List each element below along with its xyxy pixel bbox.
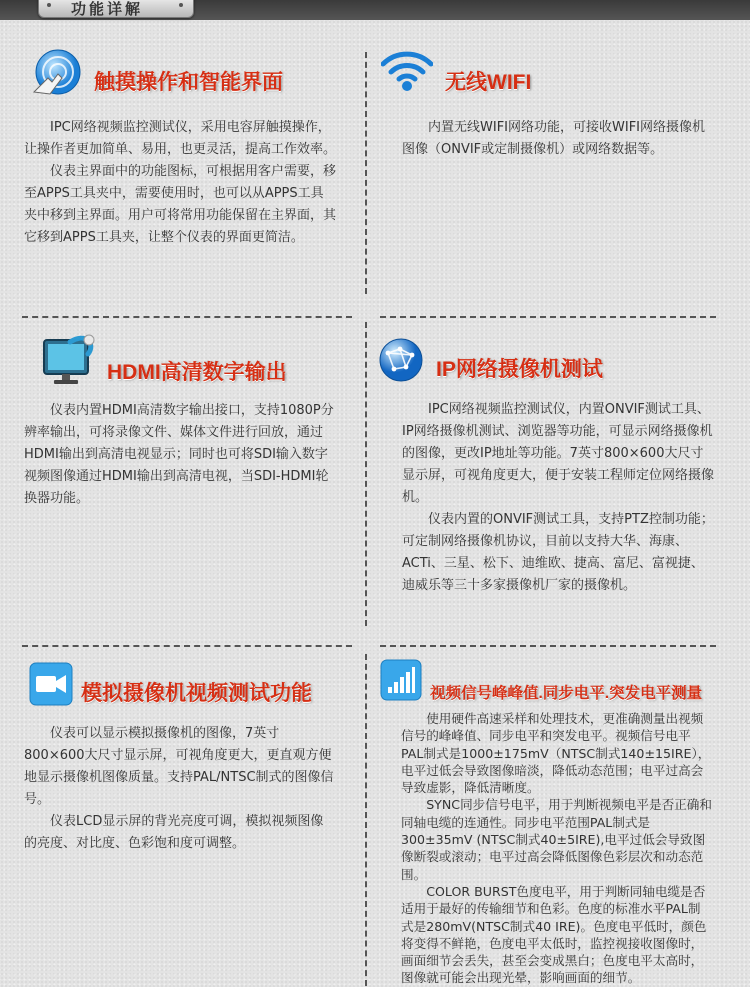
screw-icon — [47, 3, 51, 7]
feature-paragraph: 仪表可以显示模拟摄像机的图像，7英寸800×600大尺寸显示屏，可视角度更大，更直观方便地显示摄像机图像质量。支持PAL/NTSC制式的图像信号。 — [24, 726, 334, 807]
feature-title: 无线WIFI — [445, 71, 532, 94]
feature-paragraph: COLOR BURST色度电平，用于判断同轴电缆是否适用于最好的传输细节和色彩。色度的标准水平PAL制式是280mV(NTSC制式40 IRE)。色度电平低时，颜色将变得不鲜艳，色度电平太低时，监控视接收图像时，画面细节会丢失，甚至会变成黑白；色度电平太高时，图像就可能会出现光晕，影响画面的细节。 — [401, 883, 707, 986]
feature-paragraph: 仪表内置的ONVIF测试工具，支持PTZ控制功能；可定制网络摄像机协议，目前以支持大华、海康、ACTi、三星、松下、迪维欧、捷高、富尼、富视捷、迪威乐等三十多家摄像机厂家的摄像机。 — [402, 512, 714, 593]
feature-paragraph: 仪表主界面中的功能图标，可根据用客户需要，移至APPS工具夹中，需要使用时，也可以从APPS工具夹中移到主界面。用户可将常用功能保留在主界面，其它移到APPS工具夹，让整个仪表的界面更简洁。 — [24, 164, 337, 245]
feature-description — [401, 710, 713, 987]
row-divider — [22, 645, 352, 647]
column-divider — [365, 654, 367, 986]
video-camera-icon — [29, 662, 73, 706]
globe-network-icon — [378, 337, 424, 383]
screw-icon — [179, 3, 183, 7]
feature-paragraph: 仪表LCD显示屏的背光亮度可调，模拟视频图像的亮度、对比度、色彩饱和度可调整。 — [24, 814, 324, 851]
feature-paragraph: IPC网络视频监控测试仪，采用电容屏触摸操作，让操作者更加简单、易用，也更灵活，提高工作效率。 — [24, 120, 337, 157]
feature-paragraph: 内置无线WIFI网络功能，可接收WIFI网络摄像机图像（ONVIF或定制摄像机）或网络数据等。 — [402, 120, 705, 157]
hdmi-monitor-icon — [40, 332, 98, 386]
feature-description — [24, 400, 336, 510]
touch-hand-icon — [28, 48, 82, 100]
feature-description — [402, 117, 714, 161]
feature-title: 触摸操作和智能界面 — [94, 71, 283, 94]
feature-description — [24, 723, 336, 855]
row-divider — [380, 645, 716, 647]
column-divider — [365, 322, 367, 626]
signal-bars-icon — [380, 659, 422, 701]
wifi-icon — [381, 48, 433, 92]
feature-paragraph: 仪表内置HDMI高清数字输出接口，支持1080P分辨率输出，可将录像文件、媒体文件进行回放，通过HDMI输出到高清电视显示；同时也可将SDI输入数字视频图像通过HDMI输出到高清电视，当SDI-HDMI轮换器功能。 — [24, 403, 334, 506]
feature-paragraph: SYNC同步信号电平，用于判断视频电平是否正确和同轴电缆的连通性。同步电平范围PAL制式是300±35mV (NTSC制式40±5IRE),电平过低会导致图像断裂或滚动；电平过高会降低图像色彩层次和动态范围。 — [401, 797, 712, 882]
feature-paragraph: IPC网络视频监控测试仪，内置ONVIF测试工具、IP网络摄像机测试、浏览器等功能，可显示网络摄像机的图像，更改IP地址等功能。7英寸800×600大尺寸显示屏，可视角度更大，便于安装工程师定位网络摄像机。 — [402, 402, 715, 505]
feature-title: IP网络摄像机测试 — [436, 358, 603, 381]
feature-title: 模拟摄像机视频测试功能 — [81, 682, 312, 705]
feature-title: 视频信号峰峰值.同步电平.突发电平测量 — [430, 685, 703, 702]
feature-paragraph: 使用硬件高速采样和处理技术，更准确测量出视频信号的峰峰值、同步电平和突发电平。视频信号电平PAL制式是1000±175mV（NTSC制式140±15IRE），电平过低会导致图像暗淡，降低动态范围；电平过高会导致虚影，降低清晰度。 — [401, 711, 711, 796]
section-header-label: 功能详解 — [71, 0, 144, 18]
section-header-tab — [38, 0, 194, 18]
feature-title: HDMI高清数字输出 — [107, 361, 287, 384]
column-divider — [365, 52, 367, 294]
row-divider — [22, 316, 352, 318]
feature-description — [402, 399, 716, 597]
feature-description — [24, 117, 336, 249]
row-divider — [380, 316, 716, 318]
